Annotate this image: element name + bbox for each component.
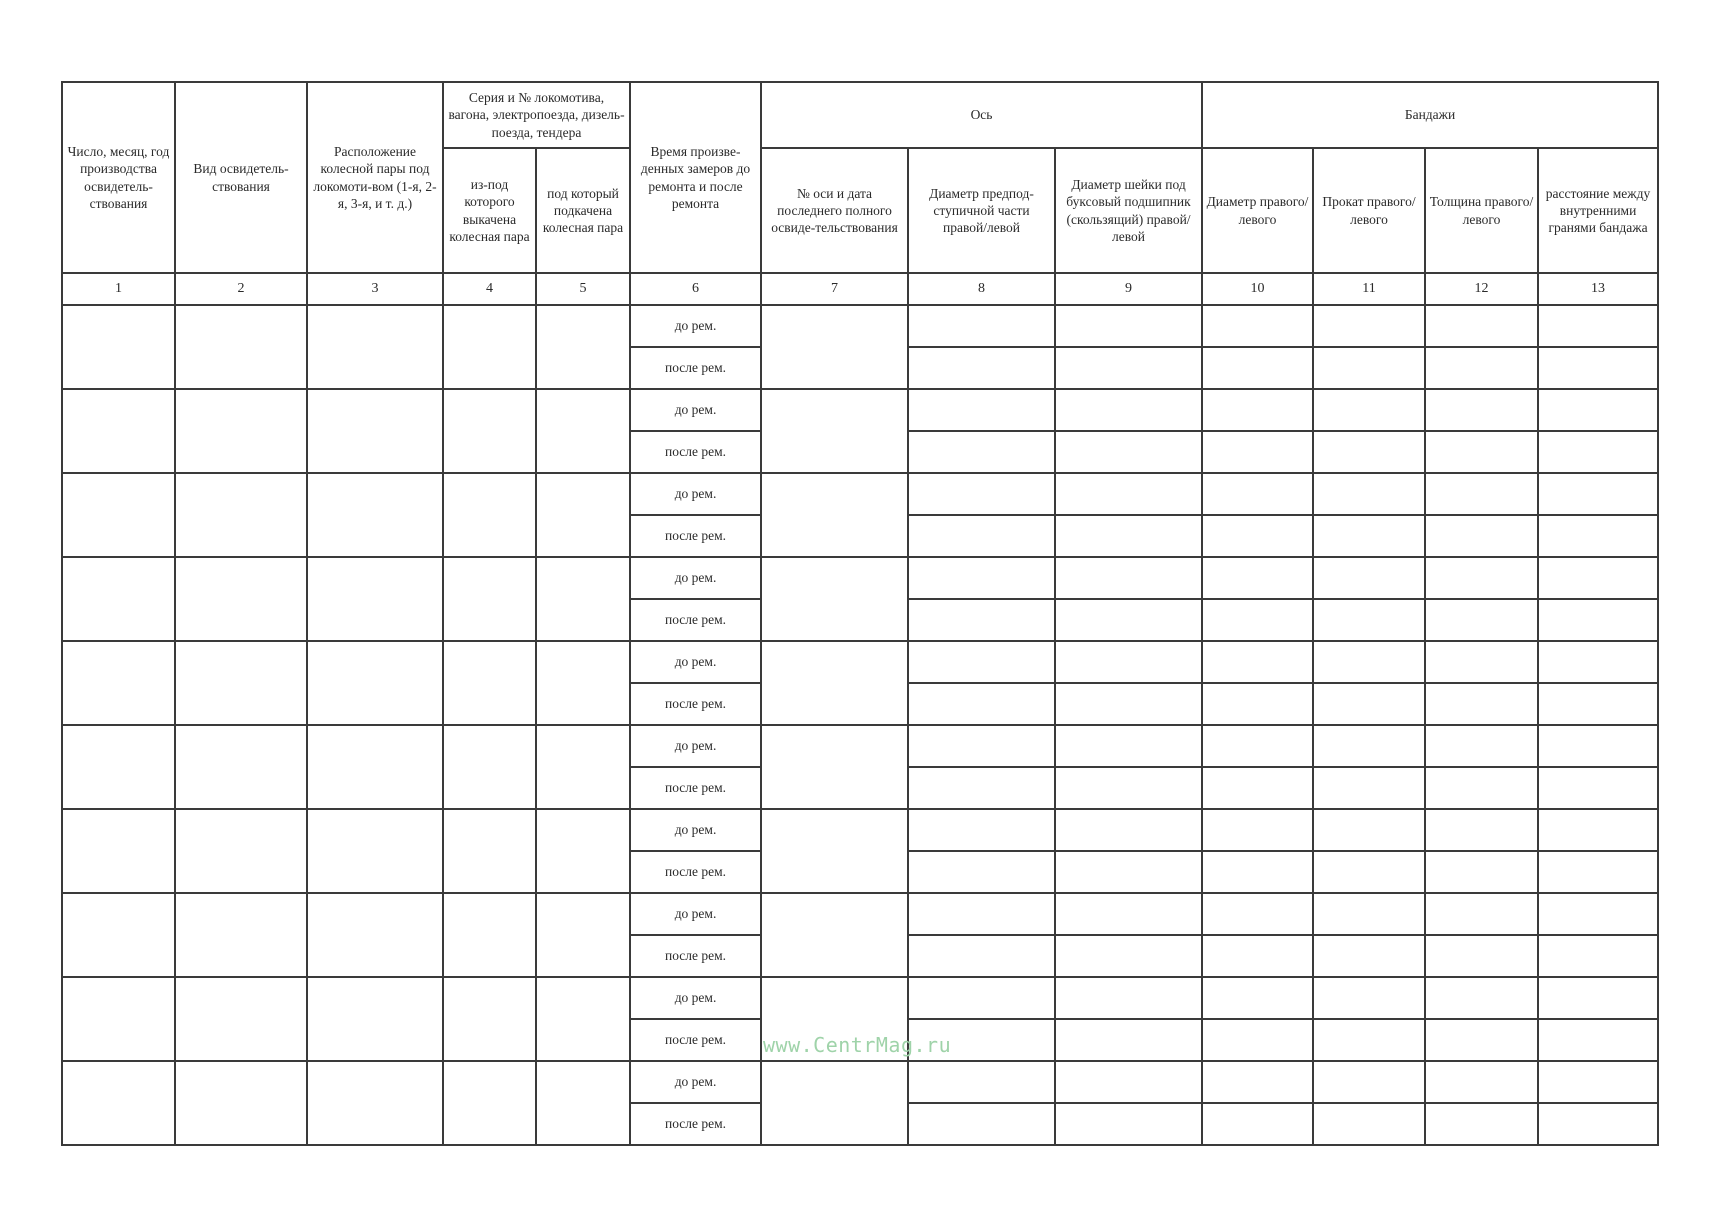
axle-number-date-cell[interactable] xyxy=(761,305,908,389)
rolled-out-from-cell[interactable] xyxy=(443,1061,536,1145)
tyre-distance-cell-before[interactable] xyxy=(1538,977,1658,1019)
tyre-rolling-cell-before[interactable] xyxy=(1313,893,1425,935)
journal-diameter-cell-after[interactable] xyxy=(1055,599,1202,641)
tyre-thickness-cell-after[interactable] xyxy=(1425,1103,1538,1145)
column-number: 6 xyxy=(630,273,761,305)
tyre-diameter-cell-before[interactable] xyxy=(1202,1061,1313,1103)
journal-diameter-cell-after[interactable] xyxy=(1055,935,1202,977)
journal-diameter-cell-before[interactable] xyxy=(1055,557,1202,599)
header-c11: Прокат правого/ левого xyxy=(1313,148,1425,273)
tyre-thickness-cell-after[interactable] xyxy=(1425,683,1538,725)
column-number: 8 xyxy=(908,273,1055,305)
inspection-type-cell[interactable] xyxy=(175,389,307,473)
hub-diameter-cell-before[interactable] xyxy=(908,389,1055,431)
tyre-thickness-cell-after[interactable] xyxy=(1425,767,1538,809)
hub-diameter-cell-after[interactable] xyxy=(908,935,1055,977)
phase-before-label: до рем. xyxy=(630,809,761,851)
tyre-rolling-cell-before[interactable] xyxy=(1313,557,1425,599)
rolled-in-under-cell[interactable] xyxy=(536,557,630,641)
wheelset-position-cell[interactable] xyxy=(307,809,443,893)
header-tyre-group: Бандажи xyxy=(1202,82,1658,148)
tyre-rolling-cell-after[interactable] xyxy=(1313,347,1425,389)
tyre-rolling-cell-before[interactable] xyxy=(1313,473,1425,515)
tyre-rolling-cell-before[interactable] xyxy=(1313,389,1425,431)
table-row xyxy=(62,725,1658,767)
phase-after-label: после рем. xyxy=(630,851,761,893)
axle-number-date-cell[interactable] xyxy=(761,809,908,893)
hub-diameter-cell-before[interactable] xyxy=(908,305,1055,347)
wheelset-position-cell[interactable] xyxy=(307,641,443,725)
tyre-diameter-cell-after[interactable] xyxy=(1202,1103,1313,1145)
hub-diameter-cell-before[interactable] xyxy=(908,1061,1055,1103)
tyre-diameter-cell-after[interactable] xyxy=(1202,851,1313,893)
inspection-type-cell[interactable] xyxy=(175,1061,307,1145)
hub-diameter-cell-before[interactable] xyxy=(908,557,1055,599)
tyre-thickness-cell-after[interactable] xyxy=(1425,935,1538,977)
tyre-rolling-cell-after[interactable] xyxy=(1313,515,1425,557)
phase-after-label: после рем. xyxy=(630,347,761,389)
tyre-thickness-cell-after[interactable] xyxy=(1425,431,1538,473)
table-row xyxy=(62,977,1658,1019)
column-number: 10 xyxy=(1202,273,1313,305)
wheelset-position-cell[interactable] xyxy=(307,977,443,1061)
date-cell[interactable] xyxy=(62,725,175,809)
tyre-diameter-cell-before[interactable] xyxy=(1202,305,1313,347)
tyre-distance-cell-after[interactable] xyxy=(1538,515,1658,557)
axle-number-date-cell[interactable] xyxy=(761,641,908,725)
rolled-out-from-cell[interactable] xyxy=(443,809,536,893)
column-number: 12 xyxy=(1425,273,1538,305)
tyre-rolling-cell-after[interactable] xyxy=(1313,1019,1425,1061)
rolled-in-under-cell[interactable] xyxy=(536,977,630,1061)
hub-diameter-cell-before[interactable] xyxy=(908,893,1055,935)
rolled-out-from-cell[interactable] xyxy=(443,557,536,641)
tyre-thickness-cell-before[interactable] xyxy=(1425,473,1538,515)
tyre-diameter-cell-after[interactable] xyxy=(1202,431,1313,473)
tyre-diameter-cell-before[interactable] xyxy=(1202,977,1313,1019)
inspection-type-cell[interactable] xyxy=(175,977,307,1061)
tyre-diameter-cell-before[interactable] xyxy=(1202,557,1313,599)
tyre-distance-cell-after[interactable] xyxy=(1538,347,1658,389)
date-cell[interactable] xyxy=(62,809,175,893)
inspection-type-cell[interactable] xyxy=(175,725,307,809)
journal-diameter-cell-before[interactable] xyxy=(1055,641,1202,683)
phase-before-label: до рем. xyxy=(630,1061,761,1103)
header-c12: Толщина правого/ левого xyxy=(1425,148,1538,273)
tyre-rolling-cell-after[interactable] xyxy=(1313,935,1425,977)
column-number: 13 xyxy=(1538,273,1658,305)
rolled-in-under-cell[interactable] xyxy=(536,641,630,725)
tyre-rolling-cell-before[interactable] xyxy=(1313,725,1425,767)
tyre-thickness-cell-before[interactable] xyxy=(1425,893,1538,935)
phase-before-label: до рем. xyxy=(630,977,761,1019)
hub-diameter-cell-before[interactable] xyxy=(908,641,1055,683)
tyre-rolling-cell-before[interactable] xyxy=(1313,809,1425,851)
header-axle-group: Ось xyxy=(761,82,1202,148)
header-c4: из-под которого выкачена колесная пара xyxy=(443,148,536,273)
column-number-row xyxy=(62,273,1658,305)
wheelset-position-cell[interactable] xyxy=(307,1061,443,1145)
inspection-type-cell[interactable] xyxy=(175,809,307,893)
journal-diameter-cell-after[interactable] xyxy=(1055,1103,1202,1145)
tyre-distance-cell-after[interactable] xyxy=(1538,851,1658,893)
phase-after-label: после рем. xyxy=(630,431,761,473)
table-row xyxy=(62,557,1658,599)
rolled-out-from-cell[interactable] xyxy=(443,641,536,725)
phase-after-label: после рем. xyxy=(630,1103,761,1145)
rolled-out-from-cell[interactable] xyxy=(443,473,536,557)
tyre-distance-cell-after[interactable] xyxy=(1538,1103,1658,1145)
tyre-distance-cell-before[interactable] xyxy=(1538,389,1658,431)
header-c1: Число, месяц, год производства освидетель-ствования xyxy=(62,82,175,273)
journal-diameter-cell-before[interactable] xyxy=(1055,1061,1202,1103)
header-c5: под который подкачена колесная пара xyxy=(536,148,630,273)
measurement-table xyxy=(61,81,1659,1146)
tyre-thickness-cell-before[interactable] xyxy=(1425,1061,1538,1103)
tyre-thickness-cell-before[interactable] xyxy=(1425,977,1538,1019)
phase-before-label: до рем. xyxy=(630,641,761,683)
phase-before-label: до рем. xyxy=(630,893,761,935)
journal-diameter-cell-after[interactable] xyxy=(1055,767,1202,809)
table-row xyxy=(62,809,1658,851)
column-number: 2 xyxy=(175,273,307,305)
tyre-distance-cell-after[interactable] xyxy=(1538,683,1658,725)
wheelset-position-cell[interactable] xyxy=(307,473,443,557)
phase-after-label: после рем. xyxy=(630,935,761,977)
tyre-distance-cell-after[interactable] xyxy=(1538,599,1658,641)
tyre-diameter-cell-after[interactable] xyxy=(1202,515,1313,557)
journal-diameter-cell-after[interactable] xyxy=(1055,515,1202,557)
hub-diameter-cell-after[interactable] xyxy=(908,767,1055,809)
rolled-in-under-cell[interactable] xyxy=(536,389,630,473)
tyre-diameter-cell-before[interactable] xyxy=(1202,725,1313,767)
watermark: www.CentrMag.ru xyxy=(763,1033,952,1057)
column-number: 7 xyxy=(761,273,908,305)
journal-diameter-cell-before[interactable] xyxy=(1055,305,1202,347)
tyre-diameter-cell-after[interactable] xyxy=(1202,767,1313,809)
tyre-diameter-cell-after[interactable] xyxy=(1202,599,1313,641)
column-number: 11 xyxy=(1313,273,1425,305)
hub-diameter-cell-before[interactable] xyxy=(908,977,1055,1019)
column-number: 3 xyxy=(307,273,443,305)
tyre-thickness-cell-after[interactable] xyxy=(1425,599,1538,641)
wheelset-position-cell[interactable] xyxy=(307,893,443,977)
rolled-out-from-cell[interactable] xyxy=(443,725,536,809)
axle-number-date-cell[interactable] xyxy=(761,389,908,473)
rolled-in-under-cell[interactable] xyxy=(536,725,630,809)
hub-diameter-cell-after[interactable] xyxy=(908,515,1055,557)
rolled-in-under-cell[interactable] xyxy=(536,473,630,557)
header-c6: Время произве-денных замеров до ремонта и после ремонта xyxy=(630,82,761,273)
tyre-rolling-cell-before[interactable] xyxy=(1313,1061,1425,1103)
inspection-type-cell[interactable] xyxy=(175,305,307,389)
tyre-thickness-cell-before[interactable] xyxy=(1425,389,1538,431)
tyre-rolling-cell-after[interactable] xyxy=(1313,599,1425,641)
journal-diameter-cell-before[interactable] xyxy=(1055,977,1202,1019)
date-cell[interactable] xyxy=(62,977,175,1061)
tyre-diameter-cell-after[interactable] xyxy=(1202,935,1313,977)
inspection-type-cell[interactable] xyxy=(175,473,307,557)
journal-diameter-cell-before[interactable] xyxy=(1055,725,1202,767)
tyre-diameter-cell-after[interactable] xyxy=(1202,683,1313,725)
tyre-thickness-cell-before[interactable] xyxy=(1425,305,1538,347)
tyre-rolling-cell-after[interactable] xyxy=(1313,1103,1425,1145)
table-row xyxy=(62,389,1658,431)
table-row xyxy=(62,305,1658,347)
axle-number-date-cell[interactable] xyxy=(761,1061,908,1145)
tyre-thickness-cell-after[interactable] xyxy=(1425,1019,1538,1061)
phase-before-label: до рем. xyxy=(630,557,761,599)
header-c8: Диаметр предпод-ступичной части правой/левой xyxy=(908,148,1055,273)
date-cell[interactable] xyxy=(62,305,175,389)
tyre-rolling-cell-after[interactable] xyxy=(1313,851,1425,893)
phase-after-label: после рем. xyxy=(630,515,761,557)
table-row xyxy=(62,473,1658,515)
axle-number-date-cell[interactable] xyxy=(761,725,908,809)
inspection-type-cell[interactable] xyxy=(175,557,307,641)
column-number: 5 xyxy=(536,273,630,305)
column-number: 4 xyxy=(443,273,536,305)
tyre-rolling-cell-after[interactable] xyxy=(1313,683,1425,725)
tyre-diameter-cell-before[interactable] xyxy=(1202,389,1313,431)
tyre-thickness-cell-before[interactable] xyxy=(1425,557,1538,599)
journal-diameter-cell-after[interactable] xyxy=(1055,347,1202,389)
wheelset-position-cell[interactable] xyxy=(307,725,443,809)
tyre-distance-cell-before[interactable] xyxy=(1538,725,1658,767)
date-cell[interactable] xyxy=(62,893,175,977)
tyre-thickness-cell-after[interactable] xyxy=(1425,347,1538,389)
wheelset-position-cell[interactable] xyxy=(307,305,443,389)
journal-diameter-cell-after[interactable] xyxy=(1055,683,1202,725)
tyre-diameter-cell-before[interactable] xyxy=(1202,473,1313,515)
journal-diameter-cell-before[interactable] xyxy=(1055,473,1202,515)
phase-before-label: до рем. xyxy=(630,725,761,767)
table-row xyxy=(62,1061,1658,1103)
journal-diameter-cell-before[interactable] xyxy=(1055,809,1202,851)
rolled-in-under-cell[interactable] xyxy=(536,1061,630,1145)
tyre-diameter-cell-after[interactable] xyxy=(1202,1019,1313,1061)
tyre-diameter-cell-after[interactable] xyxy=(1202,347,1313,389)
tyre-diameter-cell-before[interactable] xyxy=(1202,893,1313,935)
tyre-distance-cell-after[interactable] xyxy=(1538,935,1658,977)
table-row xyxy=(62,641,1658,683)
tyre-diameter-cell-before[interactable] xyxy=(1202,641,1313,683)
rolled-out-from-cell[interactable] xyxy=(443,977,536,1061)
tyre-distance-cell-before[interactable] xyxy=(1538,1061,1658,1103)
tyre-thickness-cell-before[interactable] xyxy=(1425,641,1538,683)
tyre-thickness-cell-before[interactable] xyxy=(1425,725,1538,767)
phase-after-label: после рем. xyxy=(630,1019,761,1061)
hub-diameter-cell-after[interactable] xyxy=(908,1103,1055,1145)
date-cell[interactable] xyxy=(62,1061,175,1145)
wheelset-position-cell[interactable] xyxy=(307,389,443,473)
tyre-diameter-cell-before[interactable] xyxy=(1202,809,1313,851)
column-number: 1 xyxy=(62,273,175,305)
phase-before-label: до рем. xyxy=(630,305,761,347)
table-row xyxy=(62,893,1658,935)
tyre-rolling-cell-after[interactable] xyxy=(1313,767,1425,809)
tyre-rolling-cell-before[interactable] xyxy=(1313,305,1425,347)
phase-before-label: до рем. xyxy=(630,473,761,515)
tyre-thickness-cell-after[interactable] xyxy=(1425,851,1538,893)
header-row-1 xyxy=(62,82,1658,148)
wheelset-record-form xyxy=(61,81,1659,1146)
tyre-rolling-cell-before[interactable] xyxy=(1313,977,1425,1019)
header-c13: расстояние между внутренними гранями бандажа xyxy=(1538,148,1658,273)
axle-number-date-cell[interactable] xyxy=(761,473,908,557)
tyre-distance-cell-after[interactable] xyxy=(1538,767,1658,809)
rolled-in-under-cell[interactable] xyxy=(536,809,630,893)
hub-diameter-cell-after[interactable] xyxy=(908,347,1055,389)
date-cell[interactable] xyxy=(62,557,175,641)
phase-after-label: после рем. xyxy=(630,767,761,809)
hub-diameter-cell-before[interactable] xyxy=(908,725,1055,767)
tyre-rolling-cell-before[interactable] xyxy=(1313,641,1425,683)
tyre-distance-cell-before[interactable] xyxy=(1538,305,1658,347)
journal-diameter-cell-before[interactable] xyxy=(1055,893,1202,935)
tyre-distance-cell-before[interactable] xyxy=(1538,473,1658,515)
tyre-distance-cell-before[interactable] xyxy=(1538,641,1658,683)
hub-diameter-cell-before[interactable] xyxy=(908,809,1055,851)
tyre-distance-cell-before[interactable] xyxy=(1538,809,1658,851)
header-series-group: Серия и № локомотива, вагона, электропоезда, дизель-поезда, тендера xyxy=(443,82,630,148)
rolled-out-from-cell[interactable] xyxy=(443,389,536,473)
hub-diameter-cell-after[interactable] xyxy=(908,851,1055,893)
tyre-rolling-cell-after[interactable] xyxy=(1313,431,1425,473)
hub-diameter-cell-after[interactable] xyxy=(908,683,1055,725)
journal-diameter-cell-after[interactable] xyxy=(1055,431,1202,473)
header-c10: Диаметр правого/ левого xyxy=(1202,148,1313,273)
rolled-in-under-cell[interactable] xyxy=(536,893,630,977)
hub-diameter-cell-before[interactable] xyxy=(908,473,1055,515)
header-c2: Вид освидетель-ствования xyxy=(175,82,307,273)
tyre-thickness-cell-before[interactable] xyxy=(1425,809,1538,851)
column-number: 9 xyxy=(1055,273,1202,305)
phase-after-label: после рем. xyxy=(630,599,761,641)
tyre-thickness-cell-after[interactable] xyxy=(1425,515,1538,557)
tyre-distance-cell-after[interactable] xyxy=(1538,431,1658,473)
header-c9: Диаметр шейки под буксовый подшипник (скользящий) правой/левой xyxy=(1055,148,1202,273)
tyre-distance-cell-before[interactable] xyxy=(1538,557,1658,599)
date-cell[interactable] xyxy=(62,389,175,473)
rolled-out-from-cell[interactable] xyxy=(443,893,536,977)
phase-before-label: до рем. xyxy=(630,389,761,431)
journal-diameter-cell-after[interactable] xyxy=(1055,851,1202,893)
date-cell[interactable] xyxy=(62,641,175,725)
phase-after-label: после рем. xyxy=(630,683,761,725)
inspection-type-cell[interactable] xyxy=(175,641,307,725)
rolled-in-under-cell[interactable] xyxy=(536,305,630,389)
date-cell[interactable] xyxy=(62,473,175,557)
journal-diameter-cell-before[interactable] xyxy=(1055,389,1202,431)
axle-number-date-cell[interactable] xyxy=(761,557,908,641)
tyre-distance-cell-after[interactable] xyxy=(1538,1019,1658,1061)
hub-diameter-cell-after[interactable] xyxy=(908,599,1055,641)
rolled-out-from-cell[interactable] xyxy=(443,305,536,389)
wheelset-position-cell[interactable] xyxy=(307,557,443,641)
header-c3: Расположение колесной пары под локомоти-вом (1-я, 2-я, 3-я, и т. д.) xyxy=(307,82,443,273)
inspection-type-cell[interactable] xyxy=(175,893,307,977)
header-c7: № оси и дата последнего полного освиде-тельствования xyxy=(761,148,908,273)
tyre-distance-cell-before[interactable] xyxy=(1538,893,1658,935)
hub-diameter-cell-after[interactable] xyxy=(908,431,1055,473)
journal-diameter-cell-after[interactable] xyxy=(1055,1019,1202,1061)
axle-number-date-cell[interactable] xyxy=(761,893,908,977)
